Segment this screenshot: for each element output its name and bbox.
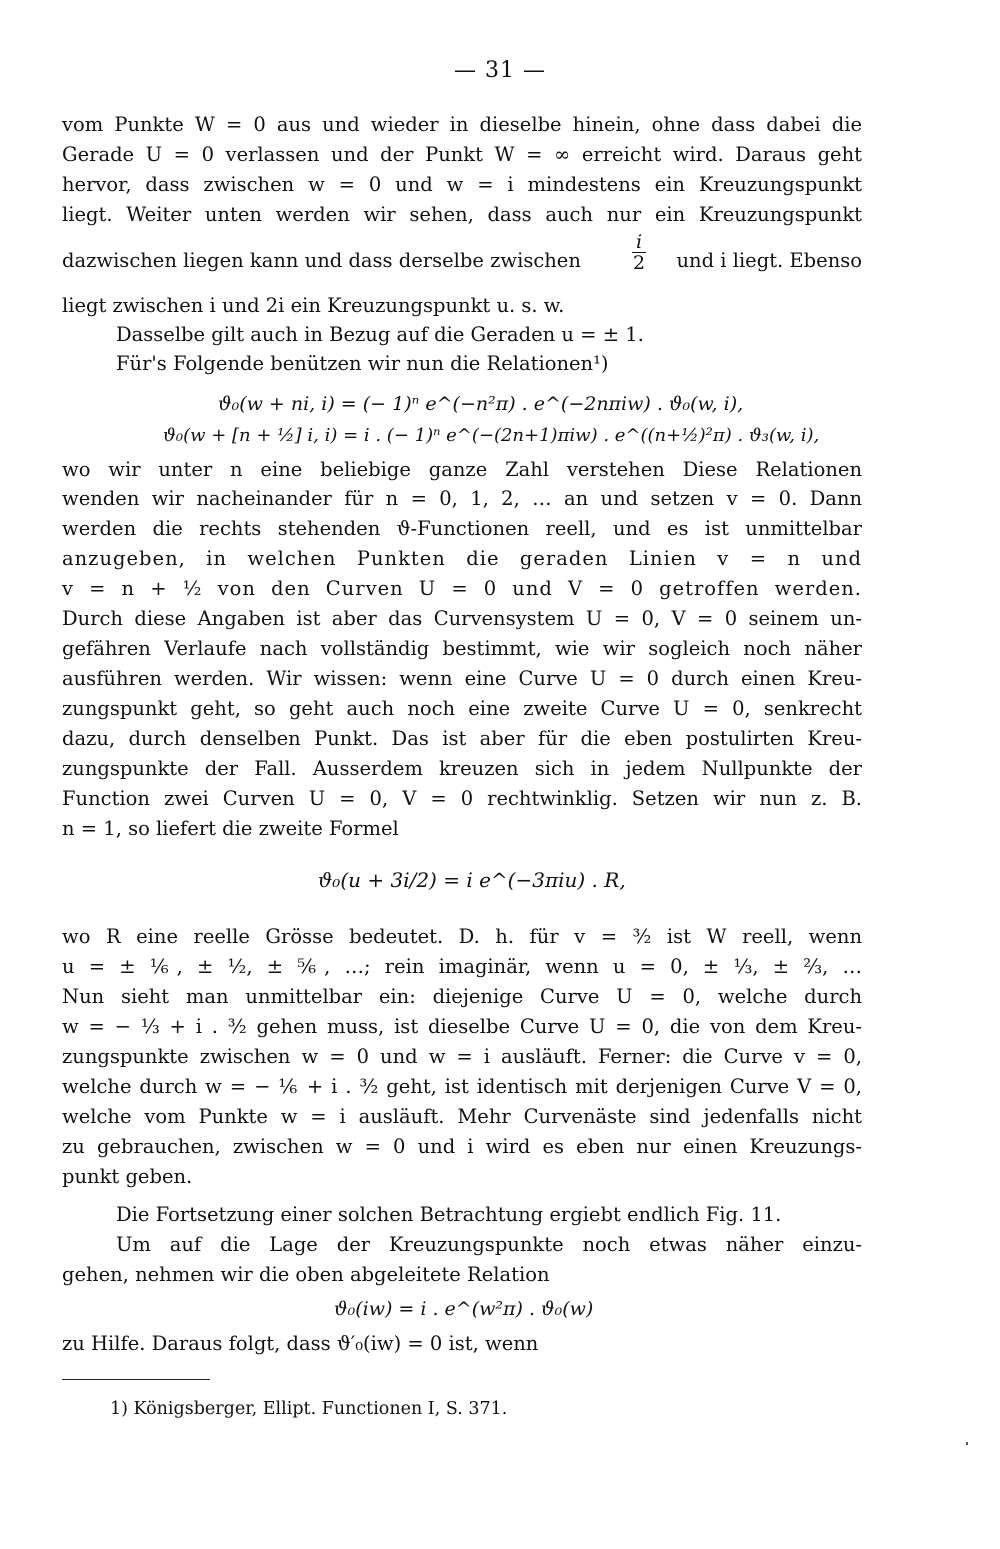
text-line: liegt. Weiter unten werden wir sehen, dass auch nur ein Kreuzungspunkt — [62, 203, 862, 226]
text-line: Die Fortsetzung einer solchen Betrachtung ergiebt endlich Fig. 11. — [116, 1203, 782, 1226]
text-line: dazu, durch denselben Punkt. Das ist aber für die eben postulirten Kreu- — [62, 727, 862, 750]
text-line: anzugeben, in welchen Punkten die geraden Linien v = n und — [62, 547, 862, 570]
text-line: wo R eine reelle Grösse bedeutet. D. h. für v = ³⁄₂ ist W reell, wenn — [62, 925, 862, 948]
page-number: — 31 — — [454, 58, 546, 83]
fraction-denominator: 2 — [632, 252, 646, 274]
text-line: und i liegt. Ebenso — [676, 249, 862, 272]
formula-relation-2: ϑ₀(w + [n + ½] i, i) = i . (− 1)ⁿ e^(−(2n+1)πiw) . e^((n+½)²π) . ϑ₃(w, i), — [163, 425, 820, 446]
text-line: liegt zwischen i und 2i ein Kreuzungspunkt u. s. w. — [62, 294, 565, 317]
text-line: wenden wir nacheinander für n = 0, 1, 2, … an und setzen v = 0. Dann — [62, 487, 862, 510]
text-line: zu Hilfe. Daraus folgt, dass ϑ′₀(iw) = 0 ist, wenn — [62, 1332, 539, 1355]
text-line: welche vom Punkte w = i ausläuft. Mehr Curvenäste sind jedenfalls nicht — [62, 1105, 862, 1128]
text-line: zungspunkt geht, so geht auch noch eine zweite Curve U = 0, senkrecht — [62, 697, 862, 720]
footnote-rule — [62, 1379, 210, 1380]
formula-relation-1: ϑ₀(w + ni, i) = (− 1)ⁿ e^(−n²π) . e^(−2nπiw) . ϑ₀(w, i), — [218, 393, 744, 415]
text-line: hervor, dass zwischen w = 0 und w = i mindestens ein Kreuzungspunkt — [62, 173, 862, 196]
text-line: v = n + ½ von den Curven U = 0 und V = 0 getroffen werden. — [62, 577, 862, 600]
text-line: Function zwei Curven U = 0, V = 0 rechtwinklig. Setzen wir nun z. B. — [62, 787, 862, 810]
text-line: vom Punkte W = 0 aus und wieder in dieselbe hinein, ohne dass dabei die — [62, 113, 862, 136]
text-line: w = − ⅓ + i . ³⁄₂ gehen muss, ist dieselbe Curve U = 0, die von dem Kreu- — [62, 1015, 862, 1038]
formula-second: ϑ₀(u + 3i/2) = i e^(−3πiu) . R, — [318, 868, 626, 892]
text-line: wo wir unter n eine beliebige ganze Zahl verstehen Diese Relationen — [62, 458, 862, 481]
text-line: Um auf die Lage der Kreuzungspunkte noch etwas näher einzu- — [116, 1233, 862, 1256]
text-line: ausführen werden. Wir wissen: wenn eine Curve U = 0 durch einen Kreu- — [62, 667, 862, 690]
text-line: zungspunkte der Fall. Ausserdem kreuzen sich in jedem Nullpunkte der — [62, 757, 862, 780]
text-line: zungspunkte zwischen w = 0 und w = i ausläuft. Ferner: die Curve v = 0, — [62, 1045, 862, 1068]
text-line: Nun sieht man unmittelbar ein: diejenige Curve U = 0, welche durch — [62, 985, 862, 1008]
text-line: werden die rechts stehenden ϑ-Functionen reell, und es ist unmittelbar — [62, 517, 862, 540]
text-line: Für's Folgende benützen wir nun die Relationen¹) — [116, 352, 609, 375]
footnote: 1) Königsberger, Ellipt. Functionen I, S. 371. — [110, 1399, 508, 1419]
fraction-numerator: i — [635, 231, 643, 253]
text-line: gehen, nehmen wir die oben abgeleitete Relation — [62, 1263, 550, 1286]
text-line: dazwischen liegen kann und dass derselbe zwischen — [62, 249, 581, 272]
text-line: Gerade U = 0 verlassen und der Punkt W = ∞ erreicht wird. Daraus geht — [62, 143, 862, 166]
text-line: Durch diese Angaben ist aber das Curvensystem U = 0, V = 0 seinem un- — [62, 607, 862, 630]
scan-speck — [966, 1442, 968, 1445]
text-line: Dasselbe gilt auch in Bezug auf die Geraden u = ± 1. — [116, 323, 644, 346]
text-line: gefähren Verlaufe nach vollständig bestimmt, wie wir sogleich noch näher — [62, 637, 862, 660]
text-line: zu gebrauchen, zwischen w = 0 und i wird es eben nur einen Kreuzungs- — [62, 1135, 862, 1158]
text-line: punkt geben. — [62, 1165, 193, 1188]
text-line: n = 1, so liefert die zweite Formel — [62, 817, 399, 840]
text-line: welche durch w = − ⅙ + i . ³⁄₂ geht, ist identisch mit derjenigen Curve V = 0, — [62, 1075, 862, 1098]
formula-relation-3: ϑ₀(iw) = i . e^(w²π) . ϑ₀(w) — [334, 1298, 594, 1320]
text-line: u = ± ⅙, ± ½, ± ⅚, …; rein imaginär, wenn u = 0, ± ⅓, ± ⅔, … — [62, 955, 862, 978]
inline-fraction — [629, 232, 649, 273]
